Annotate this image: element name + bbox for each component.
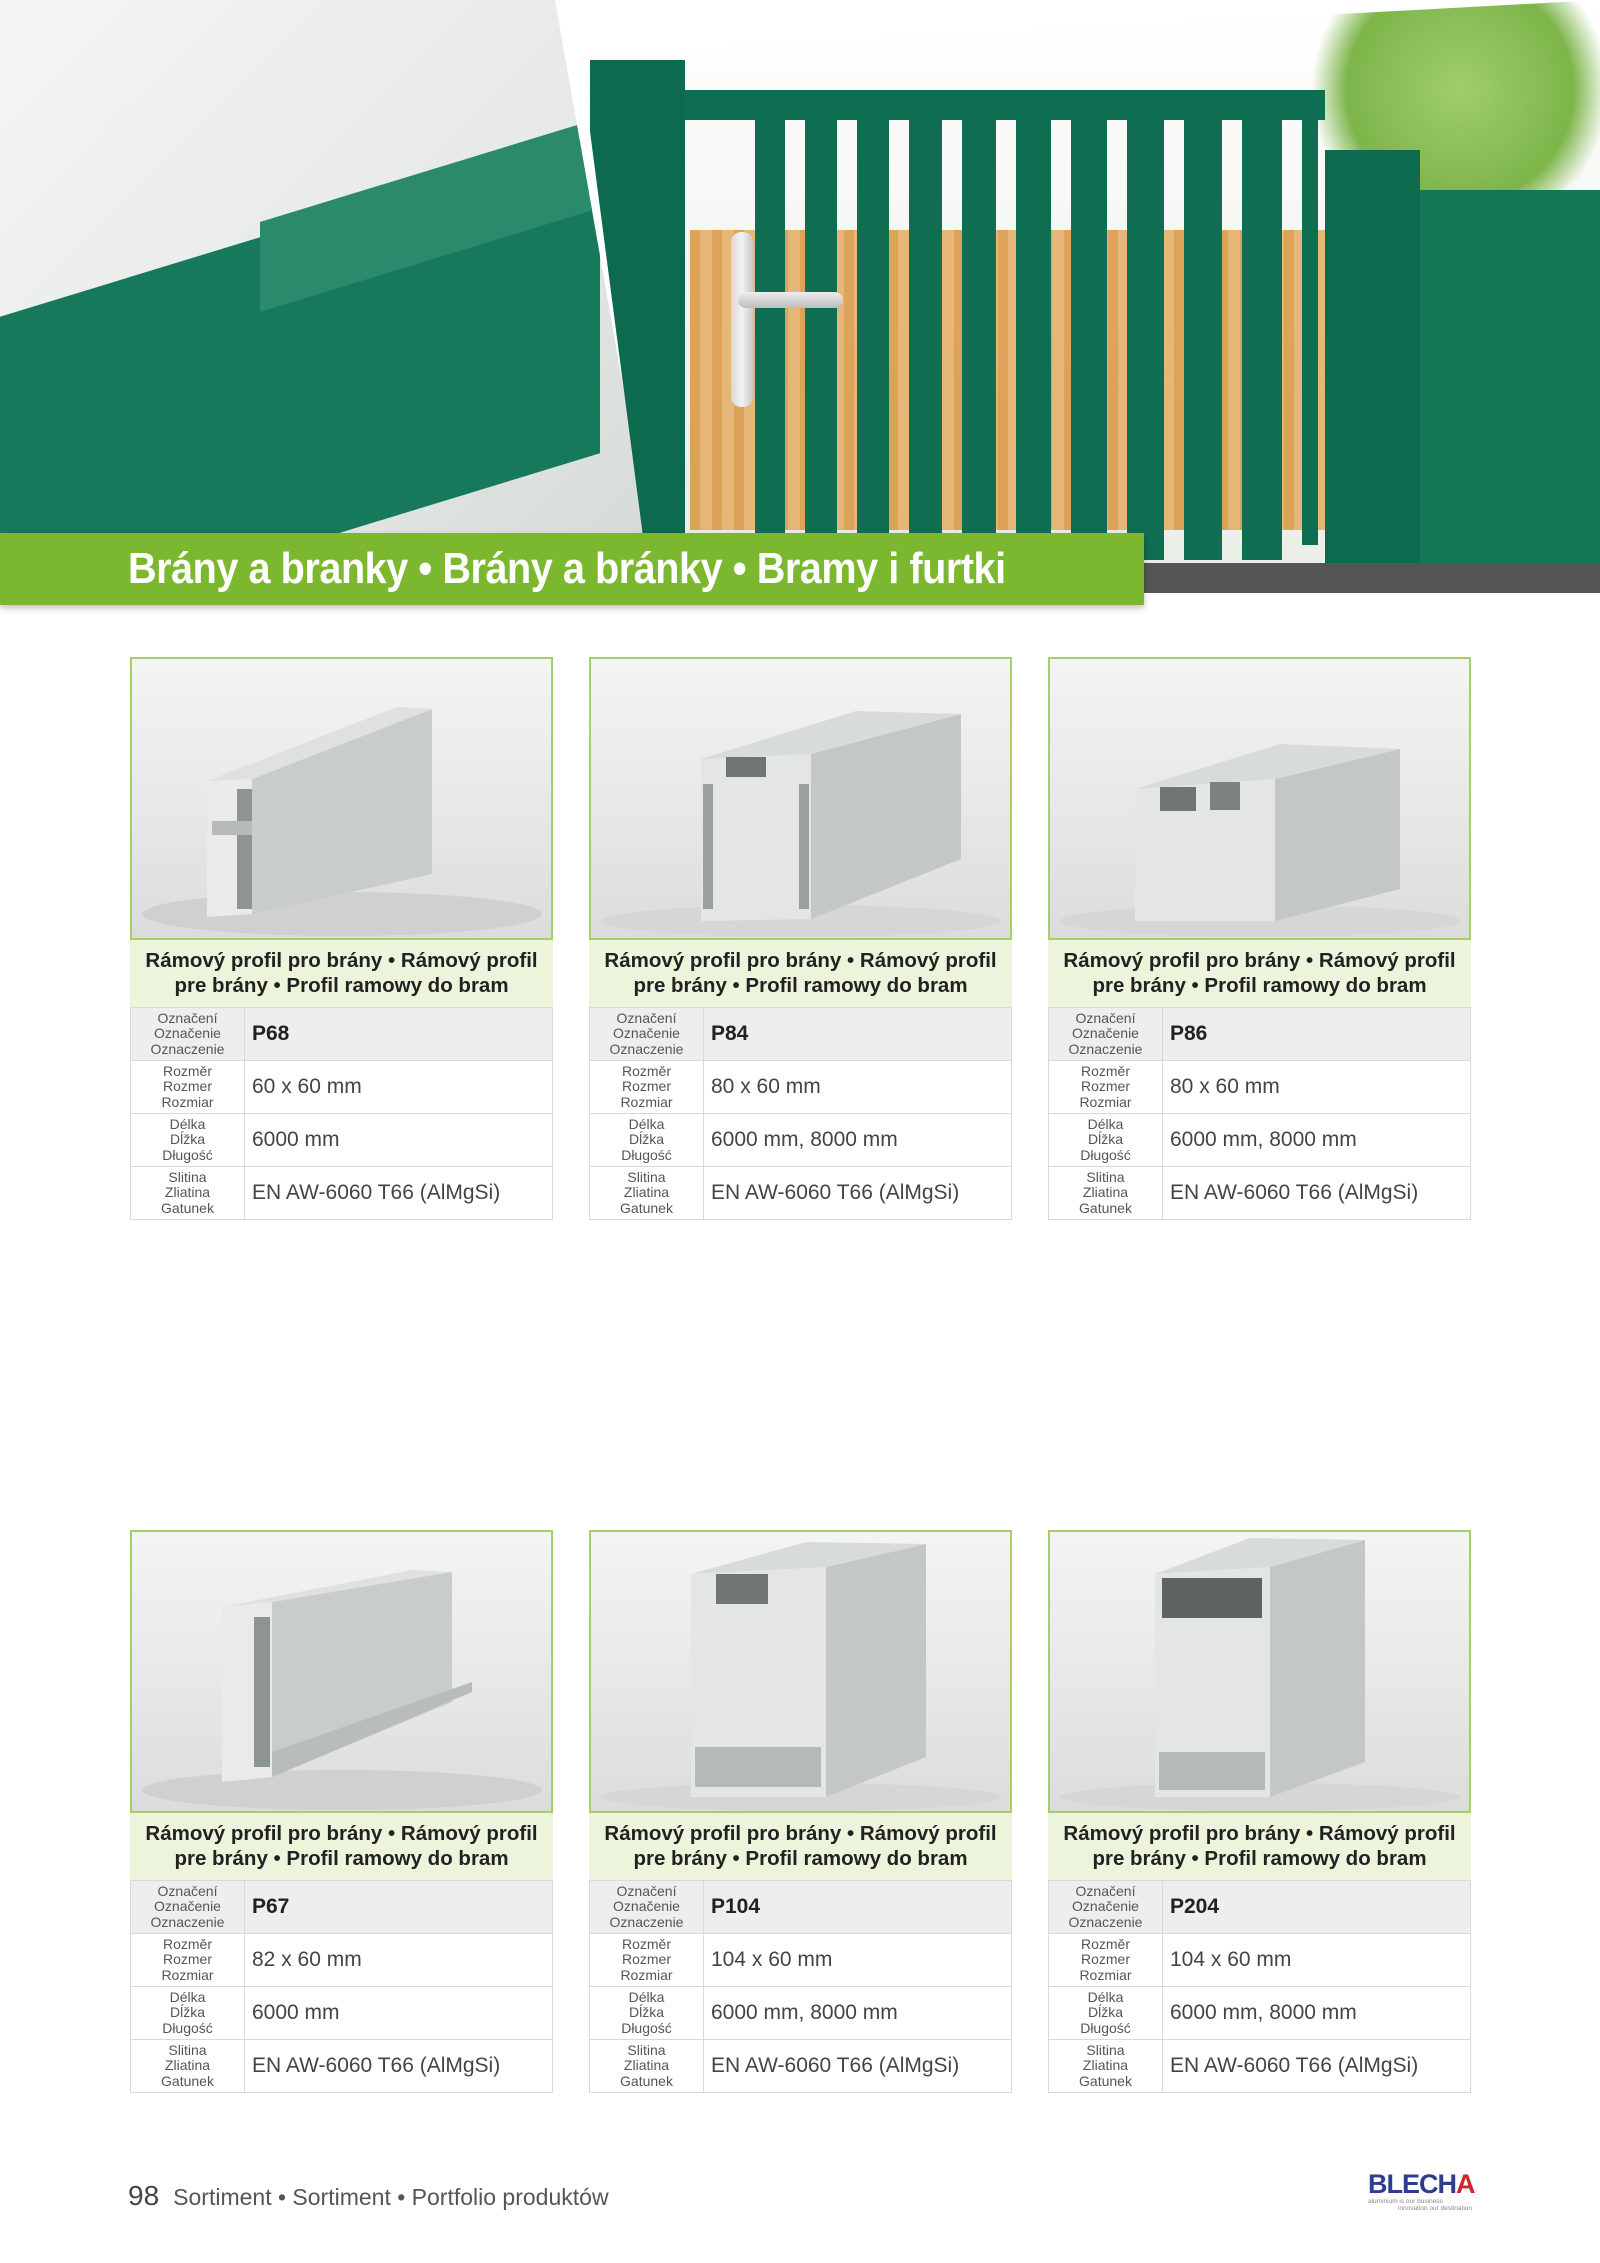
product-title — [589, 940, 1012, 1007]
spec-label: Délka Dĺžka Długość — [590, 1114, 704, 1167]
pergola-background — [690, 230, 1330, 530]
product-title-line: pre brány • Profil ramowy do bram — [1092, 974, 1427, 997]
logo-tagline: aluminium is our business — [1368, 2198, 1443, 2205]
product-size: 82 x 60 mm — [245, 1934, 553, 1987]
spec-label: Délka Dĺžka Długość — [131, 1987, 245, 2040]
gate-slat — [805, 100, 837, 560]
fence-panel-right — [1420, 190, 1600, 580]
gate-slat — [909, 100, 942, 560]
spec-label: Rozměr Rozmer Rozmiar — [131, 1934, 245, 1987]
spec-row-alloy — [1049, 2040, 1471, 2093]
product-photo — [130, 1530, 553, 1813]
spec-row-alloy — [590, 1167, 1012, 1220]
spec-label: Rozměr Rozmer Rozmiar — [1049, 1061, 1163, 1114]
spec-row-length — [1049, 1987, 1471, 2040]
spec-row-size — [590, 1934, 1012, 1987]
product-title — [589, 1813, 1012, 1880]
product-card-p67 — [130, 1530, 553, 2093]
logo-wordmark: BLECHA — [1368, 2169, 1475, 2199]
profile-illustration — [1050, 1532, 1469, 1811]
product-alloy: EN AW-6060 T66 (AlMgSi) — [1163, 1167, 1471, 1220]
profile-illustration — [1050, 659, 1469, 938]
spec-row-alloy — [131, 1167, 553, 1220]
spec-label: Slitina Zliatina Gatunek — [131, 1167, 245, 1220]
product-length: 6000 mm — [245, 1114, 553, 1167]
gate-slat — [1302, 105, 1318, 545]
spec-label: Rozměr Rozmer Rozmiar — [1049, 1934, 1163, 1987]
profile-illustration — [591, 659, 1010, 938]
gate-slat — [857, 100, 889, 560]
product-alloy: EN AW-6060 T66 (AlMgSi) — [704, 2040, 1012, 2093]
gate-slat — [1184, 100, 1222, 560]
spec-table — [589, 1880, 1012, 2093]
product-title-line: pre brány • Profil ramowy do bram — [174, 1847, 509, 1870]
spec-label: Označení Označenie Oznaczenie — [1049, 1008, 1163, 1061]
product-alloy: EN AW-6060 T66 (AlMgSi) — [245, 1167, 553, 1220]
profile-illustration — [132, 659, 551, 938]
product-title-line: pre brány • Profil ramowy do bram — [633, 974, 968, 997]
spec-label: Označení Označenie Oznaczenie — [131, 1008, 245, 1061]
spec-row-alloy — [131, 2040, 553, 2093]
product-title — [1048, 1813, 1471, 1880]
gate-slat — [962, 100, 996, 560]
spec-row-designation — [590, 1008, 1012, 1061]
product-code: P84 — [704, 1008, 1012, 1061]
product-alloy: EN AW-6060 T66 (AlMgSi) — [245, 2040, 553, 2093]
spec-row-length — [131, 1114, 553, 1167]
product-photo — [589, 1530, 1012, 1813]
product-size: 80 x 60 mm — [704, 1061, 1012, 1114]
spec-label: Označení Označenie Oznaczenie — [1049, 1881, 1163, 1934]
product-title — [1048, 940, 1471, 1007]
page-number: 98 — [128, 2180, 160, 2211]
spec-label: Rozměr Rozmer Rozmiar — [590, 1934, 704, 1987]
product-title — [130, 1813, 553, 1880]
product-title-line: Rámový profil pro brány • Rámový profil — [604, 1822, 997, 1845]
product-title-line: pre brány • Profil ramowy do bram — [174, 974, 509, 997]
gate-slat — [755, 100, 785, 560]
product-length: 6000 mm, 8000 mm — [1163, 1987, 1471, 2040]
product-photo — [1048, 657, 1471, 940]
product-size: 104 x 60 mm — [704, 1934, 1012, 1987]
product-photo — [1048, 1530, 1471, 1813]
product-card-p86 — [1048, 657, 1471, 1220]
product-size: 80 x 60 mm — [1163, 1061, 1471, 1114]
gate-slat — [1071, 100, 1107, 560]
product-code: P204 — [1163, 1881, 1471, 1934]
spec-row-size — [1049, 1934, 1471, 1987]
footer-text: Sortiment • Sortiment • Portfolio produktów — [173, 2184, 609, 2210]
spec-table — [1048, 1880, 1471, 2093]
spec-label: Délka Dĺžka Długość — [131, 1114, 245, 1167]
spec-label: Označení Označenie Oznaczenie — [590, 1881, 704, 1934]
product-card-p104 — [589, 1530, 1012, 2093]
spec-table — [1048, 1007, 1471, 1220]
hero-image — [0, 0, 1600, 610]
product-code: P67 — [245, 1881, 553, 1934]
spec-row-length — [590, 1114, 1012, 1167]
product-card-p68 — [130, 657, 553, 1220]
product-title-line: Rámový profil pro brány • Rámový profil — [1063, 949, 1456, 972]
product-length: 6000 mm — [245, 1987, 553, 2040]
product-size: 104 x 60 mm — [1163, 1934, 1471, 1987]
blecha-logo — [1368, 2169, 1475, 2214]
product-title-line: pre brány • Profil ramowy do bram — [633, 1847, 968, 1870]
spec-row-length — [131, 1987, 553, 2040]
spec-label: Slitina Zliatina Gatunek — [131, 2040, 245, 2093]
gate-slat — [1016, 100, 1051, 560]
spec-row-designation — [131, 1881, 553, 1934]
product-size: 60 x 60 mm — [245, 1061, 553, 1114]
spec-label: Rozměr Rozmer Rozmiar — [131, 1061, 245, 1114]
spec-table — [130, 1007, 553, 1220]
gate-slat — [1127, 100, 1164, 560]
spec-row-designation — [590, 1881, 1012, 1934]
product-alloy: EN AW-6060 T66 (AlMgSi) — [704, 1167, 1012, 1220]
spec-label: Délka Dĺžka Długość — [590, 1987, 704, 2040]
spec-row-size — [131, 1934, 553, 1987]
door-handle-plate — [731, 232, 753, 407]
product-length: 6000 mm, 8000 mm — [704, 1114, 1012, 1167]
product-title-line: Rámový profil pro brány • Rámový profil — [145, 949, 538, 972]
spec-label: Označení Označenie Oznaczenie — [590, 1008, 704, 1061]
spec-row-size — [590, 1061, 1012, 1114]
spec-label: Rozměr Rozmer Rozmiar — [590, 1061, 704, 1114]
title-shadow-strip — [1144, 563, 1600, 593]
spec-row-designation — [131, 1008, 553, 1061]
product-card-p204 — [1048, 1530, 1471, 2093]
spec-row-size — [1049, 1061, 1471, 1114]
product-photo — [589, 657, 1012, 940]
product-photo — [130, 657, 553, 940]
product-card-p84 — [589, 657, 1012, 1220]
page-footer — [128, 2180, 609, 2212]
profile-illustration — [591, 1532, 1010, 1811]
product-title-line: Rámový profil pro brány • Rámový profil — [145, 1822, 538, 1845]
spec-row-size — [131, 1061, 553, 1114]
spec-label: Délka Dĺžka Długość — [1049, 1987, 1163, 2040]
spec-row-length — [1049, 1114, 1471, 1167]
product-title-line: Rámový profil pro brány • Rámový profil — [604, 949, 997, 972]
product-title — [130, 940, 553, 1007]
spec-label: Délka Dĺžka Długość — [1049, 1114, 1163, 1167]
profile-illustration — [132, 1532, 551, 1811]
spec-row-designation — [1049, 1008, 1471, 1061]
spec-label: Slitina Zliatina Gatunek — [1049, 2040, 1163, 2093]
product-code: P68 — [245, 1008, 553, 1061]
spec-label: Slitina Zliatina Gatunek — [590, 1167, 704, 1220]
gate-post-right — [1325, 150, 1420, 570]
spec-label: Označení Označenie Oznaczenie — [131, 1881, 245, 1934]
product-alloy: EN AW-6060 T66 (AlMgSi) — [1163, 2040, 1471, 2093]
product-length: 6000 mm, 8000 mm — [704, 1987, 1012, 2040]
product-code: P104 — [704, 1881, 1012, 1934]
spec-row-alloy — [590, 2040, 1012, 2093]
gate-slat — [1242, 100, 1282, 560]
product-code: P86 — [1163, 1008, 1471, 1061]
spec-label: Slitina Zliatina Gatunek — [1049, 1167, 1163, 1220]
spec-row-designation — [1049, 1881, 1471, 1934]
product-title-line: pre brány • Profil ramowy do bram — [1092, 1847, 1427, 1870]
logo-tagline: innovation our destination — [1397, 2205, 1472, 2212]
door-handle — [738, 292, 843, 308]
product-length: 6000 mm, 8000 mm — [1163, 1114, 1471, 1167]
product-title-line: Rámový profil pro brány • Rámový profil — [1063, 1822, 1456, 1845]
page-title: Brány a branky • Brány a bránky • Bramy i furtki — [128, 544, 1006, 593]
spec-row-alloy — [1049, 1167, 1471, 1220]
spec-table — [130, 1880, 553, 2093]
spec-label: Slitina Zliatina Gatunek — [590, 2040, 704, 2093]
spec-table — [589, 1007, 1012, 1220]
spec-row-length — [590, 1987, 1012, 2040]
